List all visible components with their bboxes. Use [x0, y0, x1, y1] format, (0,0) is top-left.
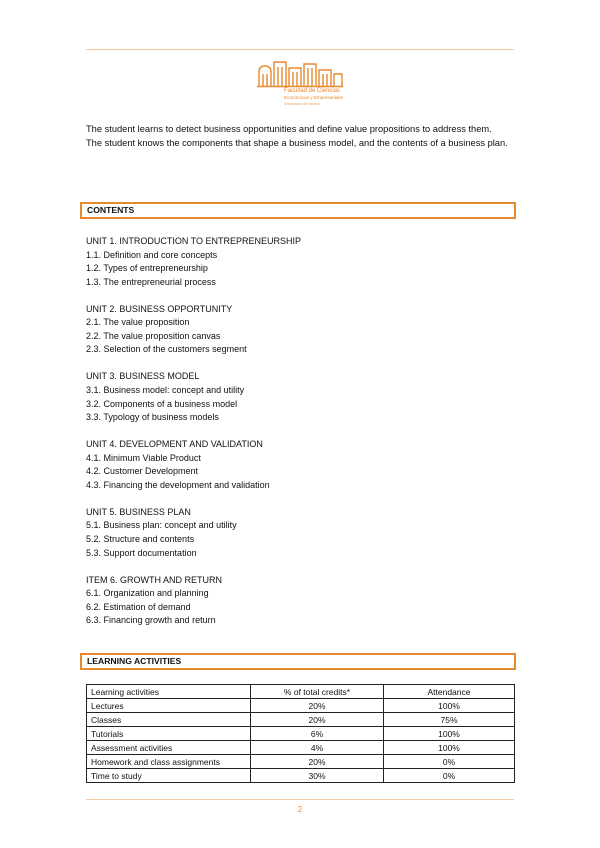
contents-list: [86, 235, 301, 641]
building-logo-icon: [256, 58, 344, 88]
table-row: [87, 727, 515, 741]
attendance-cell: 0%: [384, 769, 515, 783]
table-row: [87, 713, 515, 727]
attendance-cell: 100%: [384, 741, 515, 755]
column-header: Learning activities: [87, 685, 251, 699]
credits-cell: 30%: [251, 769, 384, 783]
unit-item: 2.1. The value proposition: [86, 317, 190, 328]
unit-block: [86, 303, 301, 357]
unit-title: UNIT 4. DEVELOPMENT AND VALIDATION: [86, 439, 263, 450]
credits-cell: 20%: [251, 699, 384, 713]
unit-item: 5.3. Support documentation: [86, 547, 197, 558]
unit-title: UNIT 1. INTRODUCTION TO ENTREPRENEURSHIP: [86, 236, 302, 246]
activity-cell: Classes: [87, 713, 251, 727]
contents-heading: CONTENTS: [80, 202, 516, 219]
credits-cell: 20%: [251, 713, 384, 727]
column-header: Attendance: [384, 685, 515, 699]
table-row: [87, 755, 515, 769]
unit-item: 6.2. Estimation of demand: [86, 601, 191, 612]
unit-block: [86, 370, 301, 424]
unit-item: 3.2. Components of a business model: [86, 398, 238, 409]
page-number: 2: [297, 805, 303, 814]
unit-block: [86, 574, 301, 628]
learning-outcomes-text: [86, 122, 514, 150]
unit-item: 1.3. The entrepreneurial process: [86, 276, 216, 287]
unit-item: 6.1. Organization and planning: [86, 588, 209, 599]
table-header-row: [87, 685, 515, 699]
activity-cell: Time to study: [87, 769, 251, 783]
footer-rule: [86, 799, 514, 800]
activity-cell: Lectures: [87, 699, 251, 713]
credits-cell: 20%: [251, 755, 384, 769]
table-row: [87, 769, 515, 783]
table-row: [87, 699, 515, 713]
unit-title: UNIT 3. BUSINESS MODEL: [86, 371, 200, 382]
intro-paragraph: The student learns to detect business opportunities and define value propositions to address them.: [86, 124, 492, 134]
unit-item: 4.2. Customer Development: [86, 466, 199, 477]
logo-line-3: Universidad de Navarra: [284, 102, 320, 106]
attendance-cell: 100%: [384, 699, 515, 713]
learning-activities-heading: LEARNING ACTIVITIES: [80, 653, 516, 670]
attendance-cell: 0%: [384, 755, 515, 769]
unit-item: 5.1. Business plan: concept and utility: [86, 520, 237, 531]
table-row: [87, 741, 515, 755]
intro-paragraph: The student knows the components that shape a business model, and the contents of a business plan.: [86, 138, 508, 148]
activity-cell: Tutorials: [87, 727, 251, 741]
unit-item: 2.3. Selection of the customers segment: [86, 344, 247, 355]
unit-item: 6.3. Financing growth and return: [86, 615, 216, 626]
credits-cell: 6%: [251, 727, 384, 741]
unit-item: 3.1. Business model: concept and utility: [86, 385, 245, 396]
unit-item: 5.2. Structure and contents: [86, 534, 195, 545]
unit-block: [86, 235, 301, 289]
unit-item: 2.2. The value proposition canvas: [86, 330, 221, 341]
unit-title: ITEM 6. GROWTH AND RETURN: [86, 574, 223, 585]
attendance-cell: 100%: [384, 727, 515, 741]
unit-title: UNIT 2. BUSINESS OPPORTUNITY: [86, 303, 233, 314]
unit-title: UNIT 5. BUSINESS PLAN: [86, 506, 191, 517]
activity-cell: Assessment activities: [87, 741, 251, 755]
header-rule: [86, 49, 514, 50]
unit-block: [86, 506, 301, 560]
unit-block: [86, 438, 301, 492]
logo-line-1: Facultad de Ciencias: [284, 88, 341, 94]
unit-item: 1.2. Types of entrepreneurship: [86, 263, 208, 274]
faculty-logo: [256, 58, 344, 110]
credits-cell: 4%: [251, 741, 384, 755]
unit-item: 4.1. Minimum Viable Product: [86, 452, 201, 463]
unit-item: 4.3. Financing the development and validation: [86, 479, 270, 490]
unit-item: 1.1. Definition and core concepts: [86, 249, 218, 260]
unit-item: 3.3. Typology of business models: [86, 412, 219, 423]
logo-line-2: Económicas y Empresariales: [284, 95, 344, 100]
activity-cell: Homework and class assignments: [87, 755, 251, 769]
column-header: % of total credits*: [251, 685, 384, 699]
learning-activities-table: [86, 684, 515, 783]
attendance-cell: 75%: [384, 713, 515, 727]
